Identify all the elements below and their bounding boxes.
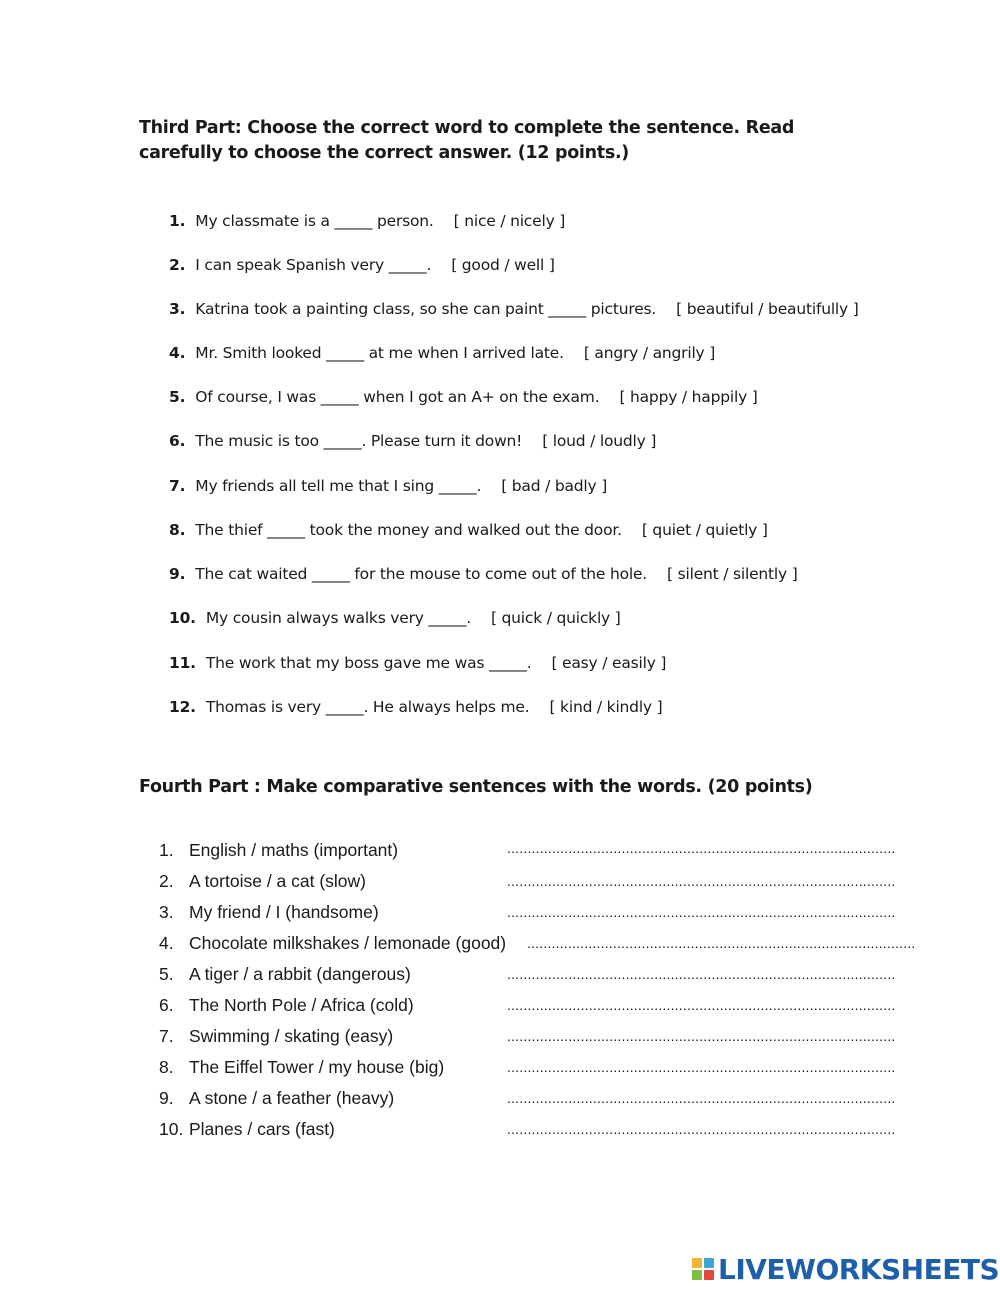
third-question (169, 607, 621, 629)
question-text: I can speak Spanish very _____. (195, 256, 432, 274)
item-text: A tiger / a rabbit (dangerous) (189, 964, 411, 984)
logo-block (692, 1258, 702, 1268)
question-number: 4. (169, 344, 186, 362)
question-options: [ quiet / quietly ] (641, 521, 768, 539)
item-number: 6. (159, 995, 174, 1015)
question-text: Katrina took a painting class, so she can paint _____ pictures. (195, 300, 657, 318)
question-text: The cat waited _____ for the mouse to come out of the hole. (195, 565, 648, 583)
question-text: Thomas is very _____. He always helps me. (205, 698, 530, 716)
logo-mark-icon (692, 1258, 714, 1280)
logo-block (704, 1258, 714, 1268)
question-text: The music is too _____. Please turn it down! (195, 432, 523, 450)
question-number: 3. (169, 300, 186, 318)
question-number: 8. (169, 521, 186, 539)
third-question (169, 342, 715, 364)
logo-block (692, 1270, 702, 1280)
answer-line[interactable]: ............................................................................................... (507, 966, 896, 982)
item-text: The Eiffel Tower / my house (big) (189, 1057, 445, 1077)
question-text: My cousin always walks very _____. (205, 609, 471, 627)
question-text: The work that my boss gave me was _____. (205, 654, 532, 672)
fourth-item (159, 869, 366, 893)
question-number: 12. (169, 698, 196, 716)
item-number: 5. (159, 964, 174, 984)
third-question (169, 430, 656, 452)
item-number: 1. (159, 840, 174, 860)
question-options: [ happy / happily ] (619, 388, 758, 406)
item-text: Swimming / skating (easy) (189, 1026, 394, 1046)
item-number: 8. (159, 1057, 174, 1077)
liveworksheets-logo (692, 1252, 999, 1286)
item-number: 10. (159, 1119, 184, 1139)
item-number: 2. (159, 871, 174, 891)
item-text: The North Pole / Africa (cold) (189, 995, 414, 1015)
fourth-part-heading: Fourth Part : Make comparative sentences with the words. (20 points) (139, 777, 813, 797)
item-text: English / maths (important) (189, 840, 399, 860)
answer-line[interactable]: ............................................................................................... (507, 997, 896, 1013)
question-options: [ angry / angrily ] (583, 344, 716, 362)
answer-line[interactable]: ............................................................................................... (507, 1121, 896, 1137)
fourth-item (159, 900, 379, 924)
answer-line[interactable]: ............................................................................................... (507, 1090, 896, 1106)
question-options: [ bad / badly ] (501, 477, 608, 495)
question-options: [ nice / nicely ] (453, 212, 566, 230)
question-options: [ kind / kindly ] (549, 698, 663, 716)
fourth-item (159, 1117, 335, 1141)
third-question (169, 696, 662, 718)
fourth-item (159, 962, 411, 986)
third-question (169, 519, 768, 541)
question-text: My friends all tell me that I sing _____. (195, 477, 482, 495)
question-options: [ quick / quickly ] (490, 609, 621, 627)
fourth-item (159, 1055, 444, 1079)
item-number: 9. (159, 1088, 174, 1108)
question-text: Mr. Smith looked _____ at me when I arrived late. (195, 344, 564, 362)
question-text: Of course, I was _____ when I got an A+ on the exam. (195, 388, 600, 406)
third-question (169, 210, 565, 232)
answer-line[interactable]: ............................................................................................... (507, 840, 896, 856)
fourth-item (159, 1086, 394, 1110)
item-number: 7. (159, 1026, 174, 1046)
third-question (169, 298, 859, 320)
question-number: 10. (169, 609, 196, 627)
question-options: [ silent / silently ] (667, 565, 798, 583)
fourth-item (159, 838, 398, 862)
question-text: My classmate is a _____ person. (195, 212, 434, 230)
question-options: [ good / well ] (451, 256, 555, 274)
question-number: 5. (169, 388, 186, 406)
item-text: Planes / cars (fast) (189, 1119, 335, 1139)
question-number: 2. (169, 256, 186, 274)
third-question (169, 652, 666, 674)
answer-line[interactable]: ............................................................................................... (507, 1059, 896, 1075)
third-question (169, 254, 555, 276)
answer-line[interactable]: ............................................................................................... (527, 935, 916, 951)
question-options: [ easy / easily ] (551, 654, 667, 672)
third-question (169, 475, 607, 497)
question-number: 1. (169, 212, 186, 230)
question-number: 9. (169, 565, 186, 583)
question-number: 7. (169, 477, 186, 495)
item-number: 4. (159, 933, 174, 953)
logo-text: LIVEWORKSHEETS (718, 1252, 1000, 1286)
fourth-item (159, 993, 414, 1017)
answer-line[interactable]: ............................................................................................... (507, 904, 896, 920)
item-text: Chocolate milkshakes / lemonade (good) (189, 933, 507, 953)
item-text: A tortoise / a cat (slow) (189, 871, 367, 891)
question-number: 11. (169, 654, 196, 672)
question-options: [ beautiful / beautifully ] (676, 300, 859, 318)
fourth-item (159, 1024, 393, 1048)
item-number: 3. (159, 902, 174, 922)
item-text: A stone / a feather (heavy) (189, 1088, 395, 1108)
question-number: 6. (169, 432, 186, 450)
third-question (169, 386, 758, 408)
answer-line[interactable]: ............................................................................................... (507, 873, 896, 889)
third-question (169, 563, 798, 585)
logo-block (704, 1270, 714, 1280)
question-options: [ loud / loudly ] (542, 432, 657, 450)
answer-line[interactable]: ............................................................................................... (507, 1028, 896, 1044)
item-text: My friend / I (handsome) (189, 902, 379, 922)
fourth-item (159, 931, 506, 955)
third-part-heading: Third Part: Choose the correct word to complete the sentence. Read carefully to choose the correct answer. (12 points.) (139, 118, 795, 163)
question-text: The thief _____ took the money and walked out the door. (195, 521, 622, 539)
